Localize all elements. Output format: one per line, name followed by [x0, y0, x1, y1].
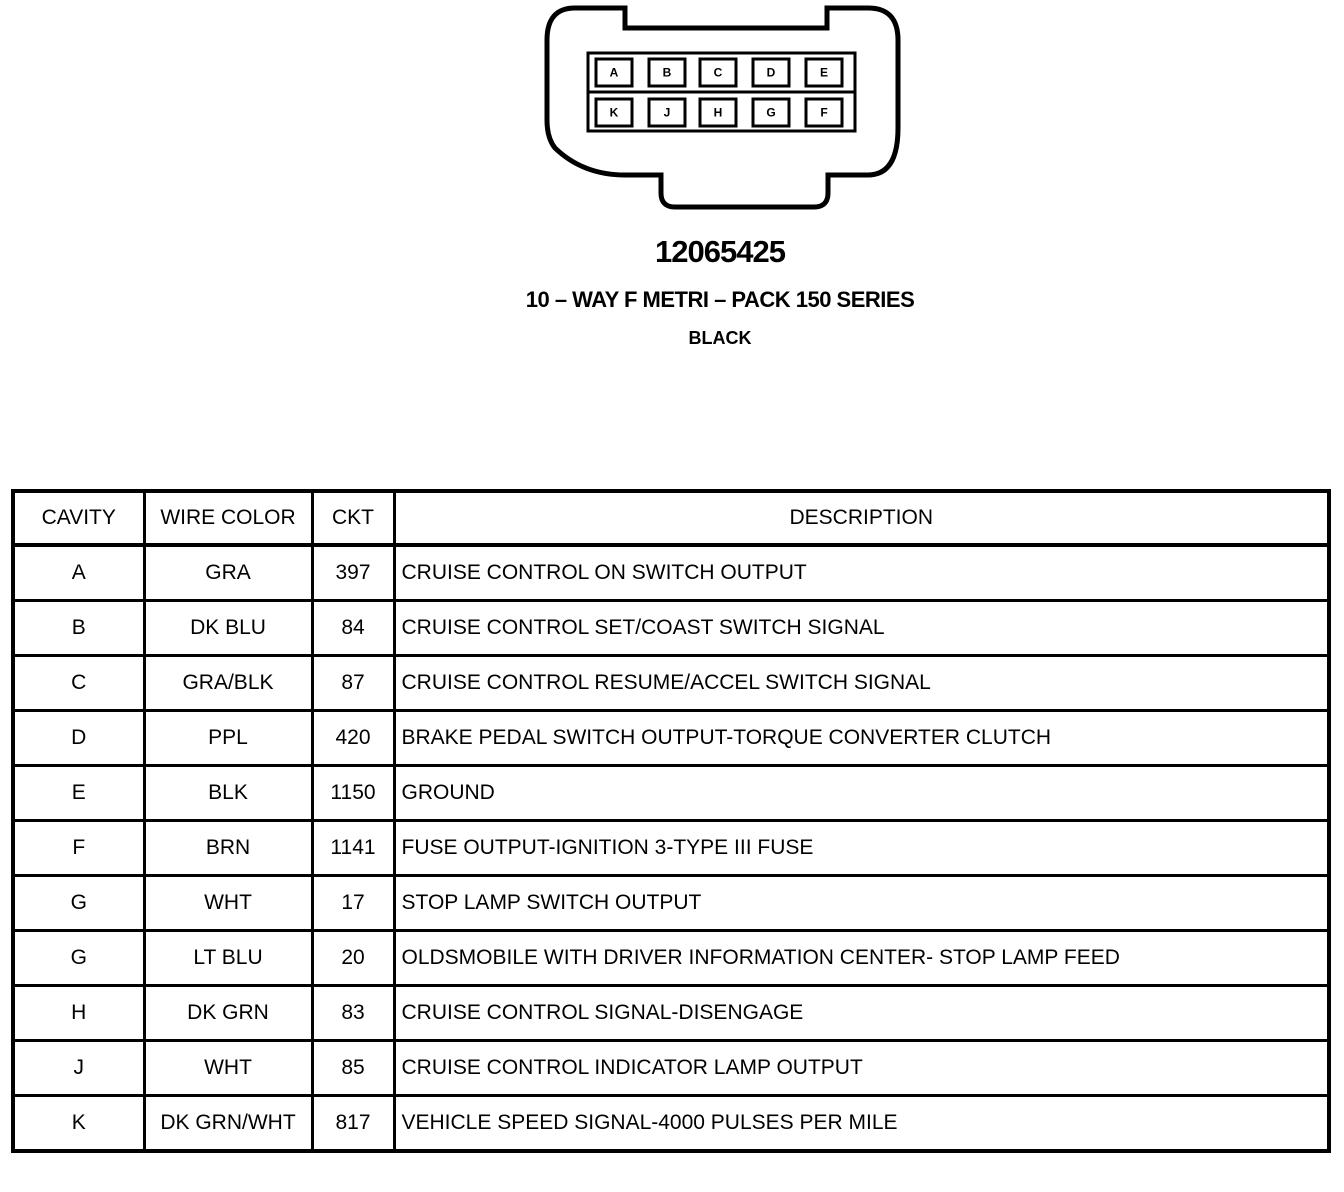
description-cell: CRUISE CONTROL ON SWITCH OUTPUT	[394, 545, 1329, 601]
table-row	[13, 821, 1329, 876]
table-row	[13, 1096, 1329, 1152]
table-row	[13, 876, 1329, 931]
wire-color-cell: DK BLU	[144, 601, 312, 656]
ckt-cell: 1150	[312, 766, 394, 821]
ckt-cell: 84	[312, 601, 394, 656]
wire-color-cell: GRA	[144, 545, 312, 601]
header-wire-color: WIRE COLOR	[144, 491, 312, 545]
pin-label-f: F	[820, 105, 828, 120]
wire-color-cell: LT BLU	[144, 931, 312, 986]
wire-color-cell: DK GRN	[144, 986, 312, 1041]
cavity-cell: D	[13, 711, 144, 766]
description-cell: CRUISE CONTROL SET/COAST SWITCH SIGNAL	[394, 601, 1329, 656]
table-header-row	[13, 491, 1329, 545]
pin-row-top	[596, 59, 842, 86]
wire-color-cell: BLK	[144, 766, 312, 821]
ckt-cell: 420	[312, 711, 394, 766]
wire-color-cell: BRN	[144, 821, 312, 876]
cavity-cell: E	[13, 766, 144, 821]
cavity-cell: A	[13, 545, 144, 601]
pin-label-a: A	[609, 65, 619, 80]
wire-color-cell: GRA/BLK	[144, 656, 312, 711]
wire-color-cell: WHT	[144, 876, 312, 931]
connector-type-label: 10 – WAY F METRI – PACK 150 SERIES	[525, 287, 915, 312]
pin-label-c: C	[713, 65, 723, 80]
connector-color-label: BLACK	[688, 328, 752, 348]
table-row	[13, 656, 1329, 711]
pin-row-bottom	[596, 99, 842, 126]
table-row	[13, 931, 1329, 986]
cavity-cell: J	[13, 1041, 144, 1096]
ckt-cell: 83	[312, 986, 394, 1041]
description-cell: GROUND	[394, 766, 1329, 821]
connector-face-diagram	[535, 0, 915, 215]
connector-part-number: 12065425	[655, 234, 785, 269]
pin-label-h: H	[713, 105, 723, 120]
ckt-cell: 817	[312, 1096, 394, 1152]
header-cavity: CAVITY	[13, 491, 144, 545]
description-cell: CRUISE CONTROL INDICATOR LAMP OUTPUT	[394, 1041, 1329, 1096]
pin-label-e: E	[819, 65, 829, 80]
table-row	[13, 986, 1329, 1041]
cavity-cell: F	[13, 821, 144, 876]
table-row	[13, 601, 1329, 656]
table-row	[13, 1041, 1329, 1096]
cavity-cell: C	[13, 656, 144, 711]
description-cell: CRUISE CONTROL SIGNAL-DISENGAGE	[394, 986, 1329, 1041]
ckt-cell: 397	[312, 545, 394, 601]
pin-label-d: D	[766, 65, 776, 80]
pin-label-j: J	[663, 105, 671, 120]
table-row	[13, 711, 1329, 766]
header-ckt: CKT	[312, 491, 394, 545]
header-description: DESCRIPTION	[394, 491, 1329, 545]
cavity-cell: B	[13, 601, 144, 656]
cavity-cell: H	[13, 986, 144, 1041]
cavity-cell: G	[13, 876, 144, 931]
cavity-cell: K	[13, 1096, 144, 1152]
ckt-cell: 17	[312, 876, 394, 931]
table-row	[13, 766, 1329, 821]
ckt-cell: 1141	[312, 821, 394, 876]
wire-color-cell: WHT	[144, 1041, 312, 1096]
pin-label-k: K	[609, 105, 619, 120]
pin-label-g: G	[766, 105, 776, 120]
description-cell: OLDSMOBILE WITH DRIVER INFORMATION CENTER- STOP LAMP FEED	[394, 931, 1329, 986]
wire-color-cell: DK GRN/WHT	[144, 1096, 312, 1152]
ckt-cell: 85	[312, 1041, 394, 1096]
cavity-cell: G	[13, 931, 144, 986]
description-cell: STOP LAMP SWITCH OUTPUT	[394, 876, 1329, 931]
table-row	[13, 545, 1329, 601]
pin-label-b: B	[662, 65, 672, 80]
ckt-cell: 87	[312, 656, 394, 711]
wire-color-cell: PPL	[144, 711, 312, 766]
ckt-cell: 20	[312, 931, 394, 986]
description-cell: BRAKE PEDAL SWITCH OUTPUT-TORQUE CONVERTER CLUTCH	[394, 711, 1329, 766]
pinout-table	[11, 489, 1331, 1153]
description-cell: CRUISE CONTROL RESUME/ACCEL SWITCH SIGNAL	[394, 656, 1329, 711]
description-cell: FUSE OUTPUT-IGNITION 3-TYPE III FUSE	[394, 821, 1329, 876]
description-cell: VEHICLE SPEED SIGNAL-4000 PULSES PER MILE	[394, 1096, 1329, 1152]
